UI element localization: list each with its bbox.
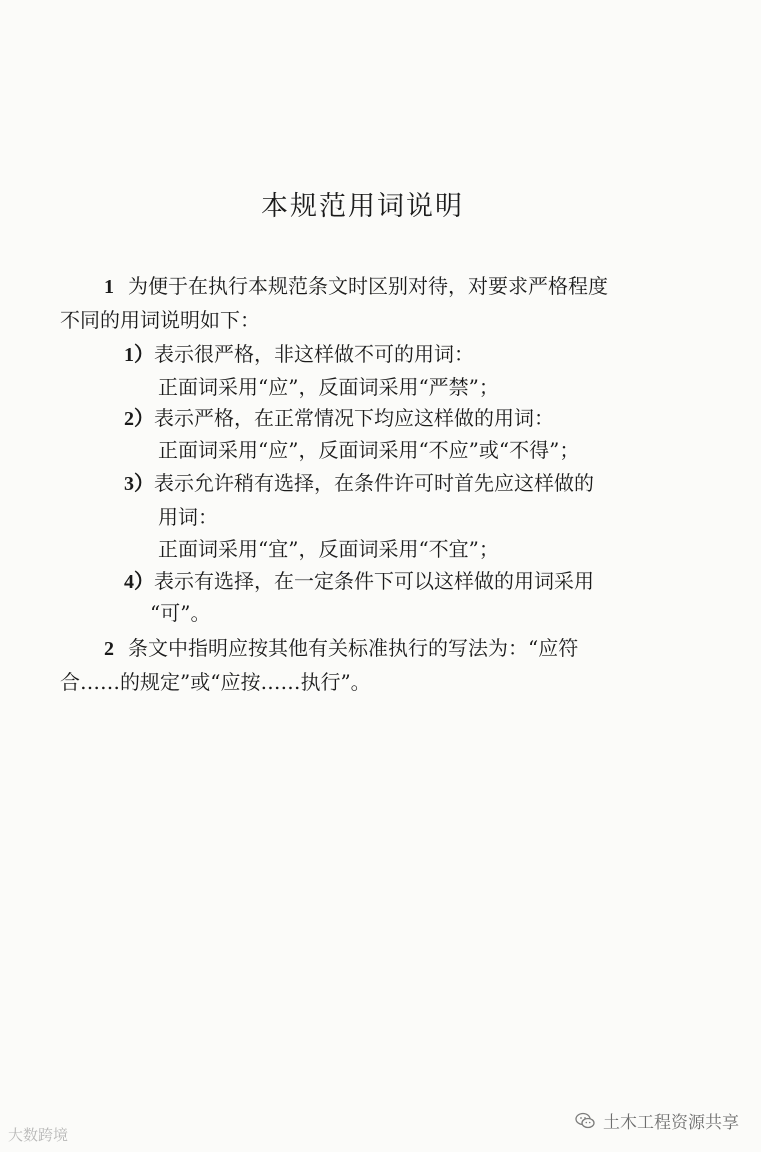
item-1-number: 1 <box>104 276 114 298</box>
item-1-text-1: 为便于在执行本规范条文时区别对待，对要求严格程度 <box>128 274 608 298</box>
item-2-line-1 <box>104 636 578 661</box>
item-1-line-1 <box>104 274 608 299</box>
sub-3-line-3: 正面词采用“宜”，反面词采用“不宜”； <box>158 537 499 561</box>
sub-3-line-2: 用词： <box>158 505 218 529</box>
item-2-number: 2 <box>104 638 114 660</box>
sub-3-text-1: 表示允许稍有选择，在条件许可时首先应这样做的 <box>154 471 594 495</box>
watermark-right-text: 土木工程资源共享 <box>603 1113 739 1133</box>
item-2-text-1: 条文中指明应按其他有关标准执行的写法为：“应符 <box>128 636 579 660</box>
watermark-left-text: 大数跨境 <box>8 1126 69 1144</box>
sub-3-line-1 <box>124 471 594 496</box>
sub-2-number: 2） <box>124 408 154 430</box>
page-title: 本规范用词说明 <box>261 191 464 222</box>
sub-4-line-2: “可”。 <box>150 601 211 625</box>
sub-2-text-1: 表示严格，在正常情况下均应这样做的用词： <box>154 406 554 430</box>
sub-4-number: 4） <box>124 571 154 593</box>
sub-4-line-1 <box>124 569 594 594</box>
sub-1-line-2: 正面词采用“应”，反面词采用“严禁”； <box>158 375 499 399</box>
sub-4-text-1: 表示有选择，在一定条件下可以这样做的用词采用 <box>154 569 594 593</box>
item-1-line-2: 不同的用词说明如下： <box>60 308 260 332</box>
item-2-line-2: 合……的规定”或“应按……执行”。 <box>60 670 371 694</box>
sub-1-number: 1） <box>124 344 154 366</box>
sub-2-line-1 <box>124 406 554 431</box>
sub-2-line-2: 正面词采用“应”，反面词采用“不应”或“不得”； <box>158 438 580 462</box>
watermark-right <box>575 1108 739 1133</box>
sub-3-number: 3） <box>124 473 154 495</box>
wechat-icon <box>575 1111 595 1131</box>
sub-1-line-1 <box>124 342 474 367</box>
watermark-left <box>8 1124 68 1145</box>
sub-1-text-1: 表示很严格，非这样做不可的用词： <box>154 342 474 366</box>
